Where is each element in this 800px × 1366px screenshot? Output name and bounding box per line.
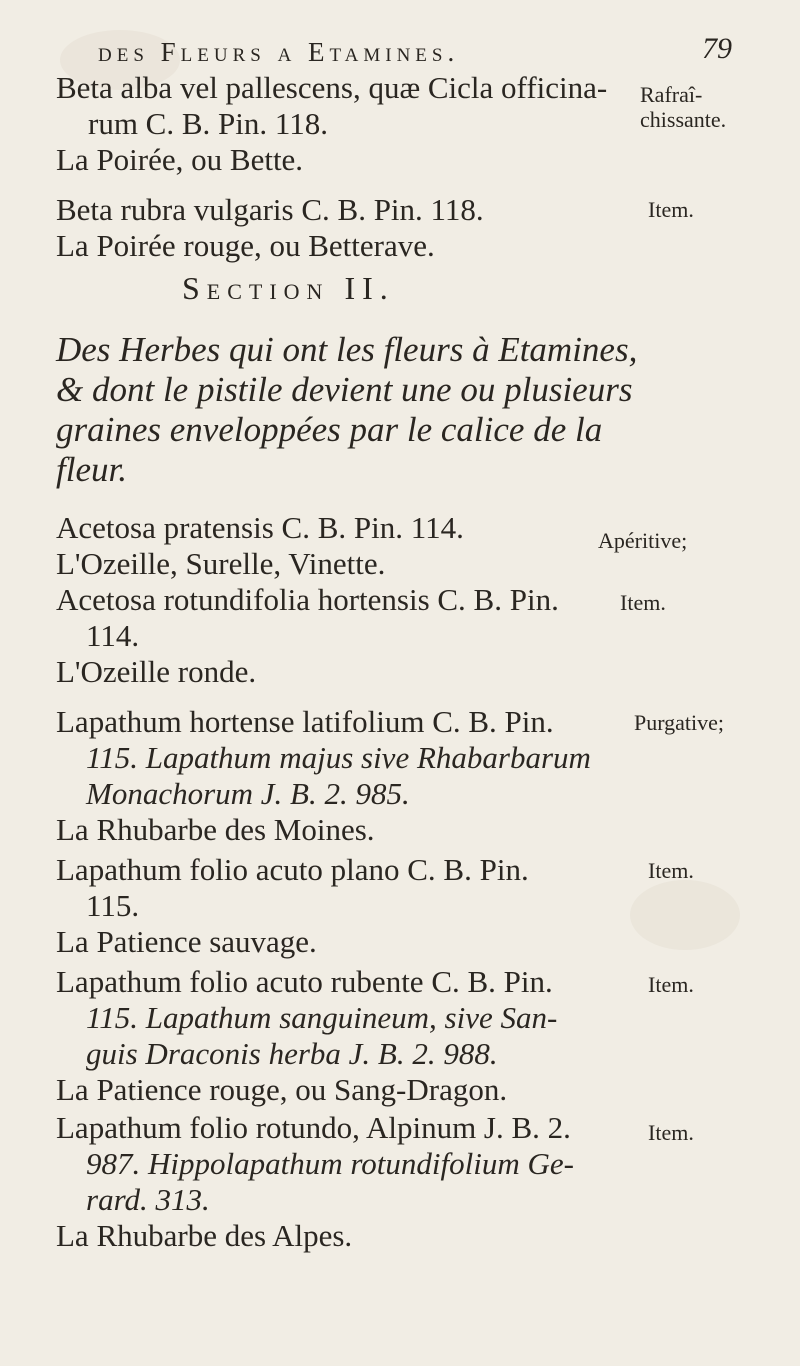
- entry-line: rard. 313.: [86, 1182, 210, 1217]
- entry-line: La Poirée rouge, ou Betterave.: [56, 228, 435, 263]
- entry-line: La Rhubarbe des Moines.: [56, 812, 375, 847]
- entry-line: 987. Hippolapathum rotundifolium Ge-: [86, 1146, 574, 1181]
- entry-line: Monachorum J. B. 2. 985.: [86, 776, 410, 811]
- section-subhead-line: & dont le pistile devient une ou plusieurs: [56, 370, 633, 409]
- entry-line: rum C. B. Pin. 118.: [88, 106, 328, 141]
- margin-note: Apéritive;: [598, 528, 688, 553]
- entry-line: La Patience rouge, ou Sang-Dragon.: [56, 1072, 508, 1107]
- margin-note: Item.: [648, 858, 694, 883]
- entry-line: L'Ozeille ronde.: [56, 654, 257, 689]
- margin-note: Purgative;: [634, 710, 725, 735]
- margin-note: Rafraî-: [640, 82, 703, 107]
- margin-note: chissante.: [640, 107, 727, 132]
- entry-line: Beta rubra vulgaris C. B. Pin. 118.: [56, 192, 484, 227]
- section-subhead-line: graines enveloppées par le calice de la: [56, 410, 603, 449]
- entry-line: 115. Lapathum majus sive Rhabarbarum: [86, 740, 591, 775]
- margin-note: Item.: [648, 1120, 694, 1145]
- margin-note: Item.: [648, 972, 694, 997]
- entry-line: L'Ozeille, Surelle, Vinette.: [56, 546, 386, 581]
- section-title: Section II.: [182, 270, 395, 306]
- entry-line: Acetosa pratensis C. B. Pin. 114.: [56, 510, 464, 545]
- entry-line: Lapathum folio rotundo, Alpinum J. B. 2.: [56, 1110, 571, 1145]
- entry-line: Lapathum folio acuto rubente C. B. Pin.: [56, 964, 553, 999]
- section-subhead-line: fleur.: [56, 450, 127, 489]
- margin-note: Item.: [648, 197, 694, 222]
- margin-note: Item.: [620, 590, 666, 615]
- entry-line: 115.: [86, 888, 140, 923]
- entry-line: Beta alba vel pallescens, quæ Cicla officina-: [56, 70, 608, 105]
- entry-line: La Poirée, ou Bette.: [56, 142, 304, 177]
- running-title: des Fleurs a Etamines.: [98, 37, 460, 67]
- entry-line: Lapathum hortense latifolium C. B. Pin.: [56, 704, 554, 739]
- entry-line: guis Draconis herba J. B. 2. 988.: [86, 1036, 498, 1071]
- entry-line: La Rhubarbe des Alpes.: [56, 1218, 353, 1253]
- page-number: 79: [702, 32, 732, 65]
- entry-line: 115. Lapathum sanguineum, sive San-: [86, 1000, 558, 1035]
- entry-line: Lapathum folio acuto plano C. B. Pin.: [56, 852, 529, 887]
- entry-line: Acetosa rotundifolia hortensis C. B. Pin.: [56, 582, 559, 617]
- paper-stain: [630, 880, 740, 950]
- section-subhead-line: Des Herbes qui ont les fleurs à Etamines,: [56, 330, 638, 369]
- entry-line: 114.: [86, 618, 140, 653]
- entry-line: La Patience sauvage.: [56, 924, 317, 959]
